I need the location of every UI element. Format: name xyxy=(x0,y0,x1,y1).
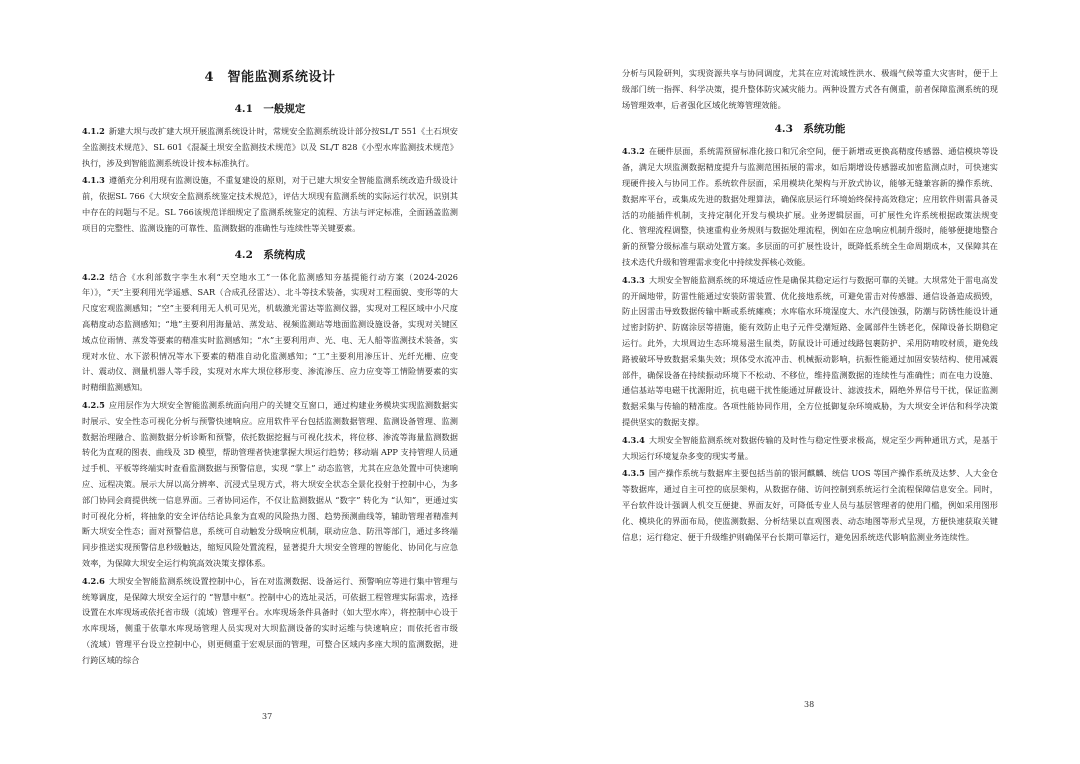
clause-number: 4.2.5 xyxy=(82,399,105,410)
continued-paragraph: 分析与风险研判，实现资源共享与协同调度，尤其在应对流域性洪水、极端气候等重大灾害时，便于上级部门统一指挥、科学决策，提升整体防灾减灾能力。两种设置方式各有侧重，前者保障监测系统的现场管理效率，后者强化区域化统筹管理效能。 xyxy=(622,68,998,110)
paragraph-text: 新建大坝与改扩建大坝开展监测系统设计时，常规安全监测系统设计部分按SL/T 551《土石坝安全监测技术规范》、SL 601《混凝土坝安全监测技术规范》以及 SL/T 828《小型水库监测技术规范》执行，涉及到智能监测系统设计按本标准执行。 xyxy=(82,126,458,168)
page-number: 37 xyxy=(262,712,273,721)
left-column xyxy=(82,62,458,671)
paragraph-text: 大坝安全智能监测系统对数据传输的及时性与稳定性要求极高，规定至少两种通讯方式，是基于大坝运行环境复杂多变的现实考量。 xyxy=(622,434,998,461)
page-number: 38 xyxy=(804,700,815,709)
paragraph-text: 在硬件层面，系统需预留标准化接口和冗余空间，便于新增或更换高精度传感器、通信模块等设备，满足大坝监测数据精度提升与监测范围拓展的需求，如后期增设传感器或加密监测点时，可快速实现硬件接入与协同工作。系统软件层面，采用模块化架构与开放式协议，能够无缝兼容新的操作系统、数据库平台，或集成先进的数据处理算法，确保底层运行环境始终保持高效稳定；应用软件则需具备灵活的功能插件机制，支持定制化开发与模块扩展。业务逻辑层面，可扩展性允许系统根据政策法规变化、管理流程调整，快速重构业务规则与数据处理流程，例如在应急响应机制升级时，能够便捷地整合新的预警分级标准与联动处置方案。多层面的可扩展性设计，既降低系统全生命周期成本，又保障其在技术迭代升级和管理需求变化中持续发挥核心效能。 xyxy=(622,146,998,267)
section-heading-4-3: 4.3 系统功能 xyxy=(774,123,846,136)
paragraph-4-3-3 xyxy=(622,273,998,431)
right-page xyxy=(540,0,1080,764)
clause-number: 4.3.2 xyxy=(622,146,645,157)
paragraph-4-2-5 xyxy=(82,398,458,572)
clause-number: 4.1.2 xyxy=(82,126,105,136)
clause-number: 4.1.3 xyxy=(82,175,105,186)
paragraph-text: 大坝安全智能监测系统设置控制中心，旨在对监测数据、设备运行、预警响应等进行集中管理与统筹调度，是保障大坝安全运行的 “智慧中枢”。控制中心的选址灵活，可依据工程管理实际需求，选择设置在水库现场或依托省市级（流域）管理平台。水库现场条件具备时（如大型水库），将控制中心设于水库现场，侧重于依靠水库现场管理人员实现对大坝监测设备的实时运维与快速响应；而依托省市级（流域）管理平台设立控制中心，则更侧重于宏观层面的管理，可整合区域内多座大坝的监测数据，进行跨区域的综合 xyxy=(82,575,458,665)
paragraph-4-1-3 xyxy=(82,173,458,236)
paragraph-4-3-4 xyxy=(622,433,998,465)
paragraph-4-1-2 xyxy=(82,124,458,171)
paragraph-text: 结合《水利部数字孪生水利“天空地水工”一体化监测感知夯基提能行动方案（2024-2026年）》，“天”主要利用光学遥感、SAR（合成孔径雷达）、北斗等技术装备，实现对工程面貌、变形等的大尺度宏观监测感知；“空”主要利用无人机可见光，机载激光雷达等监测仪器，实现对工程区域中小尺度高精度动态监测感知；“地”主要利用海量站、蒸发站、视频监测站等地面监测设施设备，实现对关键区域点位雨情、蒸发等要素的精准实时监测感知；“水”主要利用声、光、电、无人船等监测技术装备，实现对水位、水下淤积情况等水下要素的精准自动化监测感知；“工”主要利用渗压计、光纤光栅、应变计、震动仪、测量机器人等手段，实现对水库大坝位移形变、渗流渗压、应力应变等工情险情要素的实时精细监测感知。 xyxy=(82,271,458,393)
clause-number: 4.3.4 xyxy=(622,434,645,445)
right-column xyxy=(622,66,998,547)
clause-number: 4.2.6 xyxy=(82,575,105,586)
paragraph-text: 应用层作为大坝安全智能监测系统面向用户的关键交互窗口，通过构建业务模块实现监测数据实时展示、安全性态可视化分析与预警快速响应。应用软件平台包括监测数据管理、监测设备管理、监测数据治理融合、监测数据分析诊断和预警，依托数据挖掘与可视化技术，将位移、渗流等海量监测数据转化为直观的图表、曲线及 3D 模型，帮助管理者快速掌握大坝运行趋势；移动端 APP 支持管理人员通过手机、平板等终端实时查看监测数据与预警信息，实现 “掌上” 动态监管，尤其在应急处置中可快速响应、远程决策。展示大屏以高分辨率、沉浸式呈现方式，将大坝安全状态全景化投射于控制中心，为多部门协同会商提供统一信息界面。三者协同运作，不仅让监测数据从 “数字” 转化为 “认知”，更通过实时可视化分析，将抽象的安全评估结论具象为直观的风险热力图、趋势预测曲线等，辅助管理者精准判断大坝安全性态；面对预警信息，系统可自动触发分级响应机制，联动应急、防汛等部门，通过多终端同步推送实现预警信息秒级触达，缩短风险处置流程，显著提升大坝安全管理的智能化、协同化与应急效率，为保障大坝安全运行构筑高效决策支撑体系。 xyxy=(82,399,458,568)
paragraph-4-2-2 xyxy=(82,270,458,396)
paragraph-text: 遵循充分利用现有监测设施，不重复建设的原则，对于已建大坝安全智能监测系统改造升级设计前，依据SL 766《大坝安全监测系统鉴定技术规范》，评估大坝现有监测系统的实际运行状况，识别其中存在的问题与不足。SL 766该规范详细规定了监测系统鉴定的流程、方法与评定标准，全面涵盖监测项目的完整性、监测设施的可靠性、监测数据的准确性与连续性等关键要素。 xyxy=(82,175,458,233)
paragraph-text: 国产操作系统与数据库主要包括当前的银河麒麟、统信 UOS 等国产操作系统及达梦、人大金仓等数据库，通过自主可控的底层架构，从数据存储、访问控制到系统运行全流程保障信息安全。同时，平台软件设计强调人机交互便捷、界面友好，可降低专业人员与基层管理者的使用门槛，例如采用图形化、模块化的界面布局，使监测数据、分析结果以直观图表、动态地图等形式呈现，方便快速获取关键信息；运行稳定、便于升级维护则确保平台长期可靠运行，避免因系统迭代影响监测业务连续性。 xyxy=(622,468,998,542)
paragraph-text: 大坝安全智能监测系统的环境适应性是确保其稳定运行与数据可靠的关键。大坝常处于雷电高发的开阔地带，防雷性能通过安装防雷装置、优化接地系统，可避免雷击对传感器、通信设备造成损毁，防止因雷击导致数据传输中断或系统瘫痪；水库临水环境湿度大、水汽侵蚀强，防潮与防锈性能设计通过密封防护、防腐涂层等措施，能有效防止电子元件受潮短路、金属部件生锈老化，保障设备长期稳定运行。此外，大坝周边生态环境易滋生鼠类，防鼠设计可通过线路包裹防护、采用防啃咬材质，避免线路被破坏导致数据采集失效；坝体受水流冲击、机械振动影响，抗振性能通过加固安装结构、使用减震部件，确保设备在持续振动环境下不松动、不移位，维持监测数据的连续性与准确性；而在电力设施、通信基站等电磁干扰源附近，抗电磁干扰性能通过屏蔽设计、滤波技术，隔绝外界信号干扰，保证监测数据采集与传输的精准度。各项性能协同作用，全方位抵御复杂环境威胁，为大坝安全评估和科学决策提供坚实的数据支撑。 xyxy=(622,274,998,427)
clause-number: 4.3.3 xyxy=(622,274,645,285)
paragraph-4-3-2 xyxy=(622,144,998,270)
paragraph-4-3-5 xyxy=(622,466,998,545)
section-heading-4-1: 4.1 一般规定 xyxy=(234,103,306,115)
paragraph-4-2-6 xyxy=(82,574,458,669)
section-heading-4-2: 4.2 系统构成 xyxy=(234,248,306,261)
clause-number: 4.3.5 xyxy=(622,468,645,479)
clause-number: 4.2.2 xyxy=(82,271,105,282)
chapter-title: 4 智能监测系统设计 xyxy=(204,70,336,85)
